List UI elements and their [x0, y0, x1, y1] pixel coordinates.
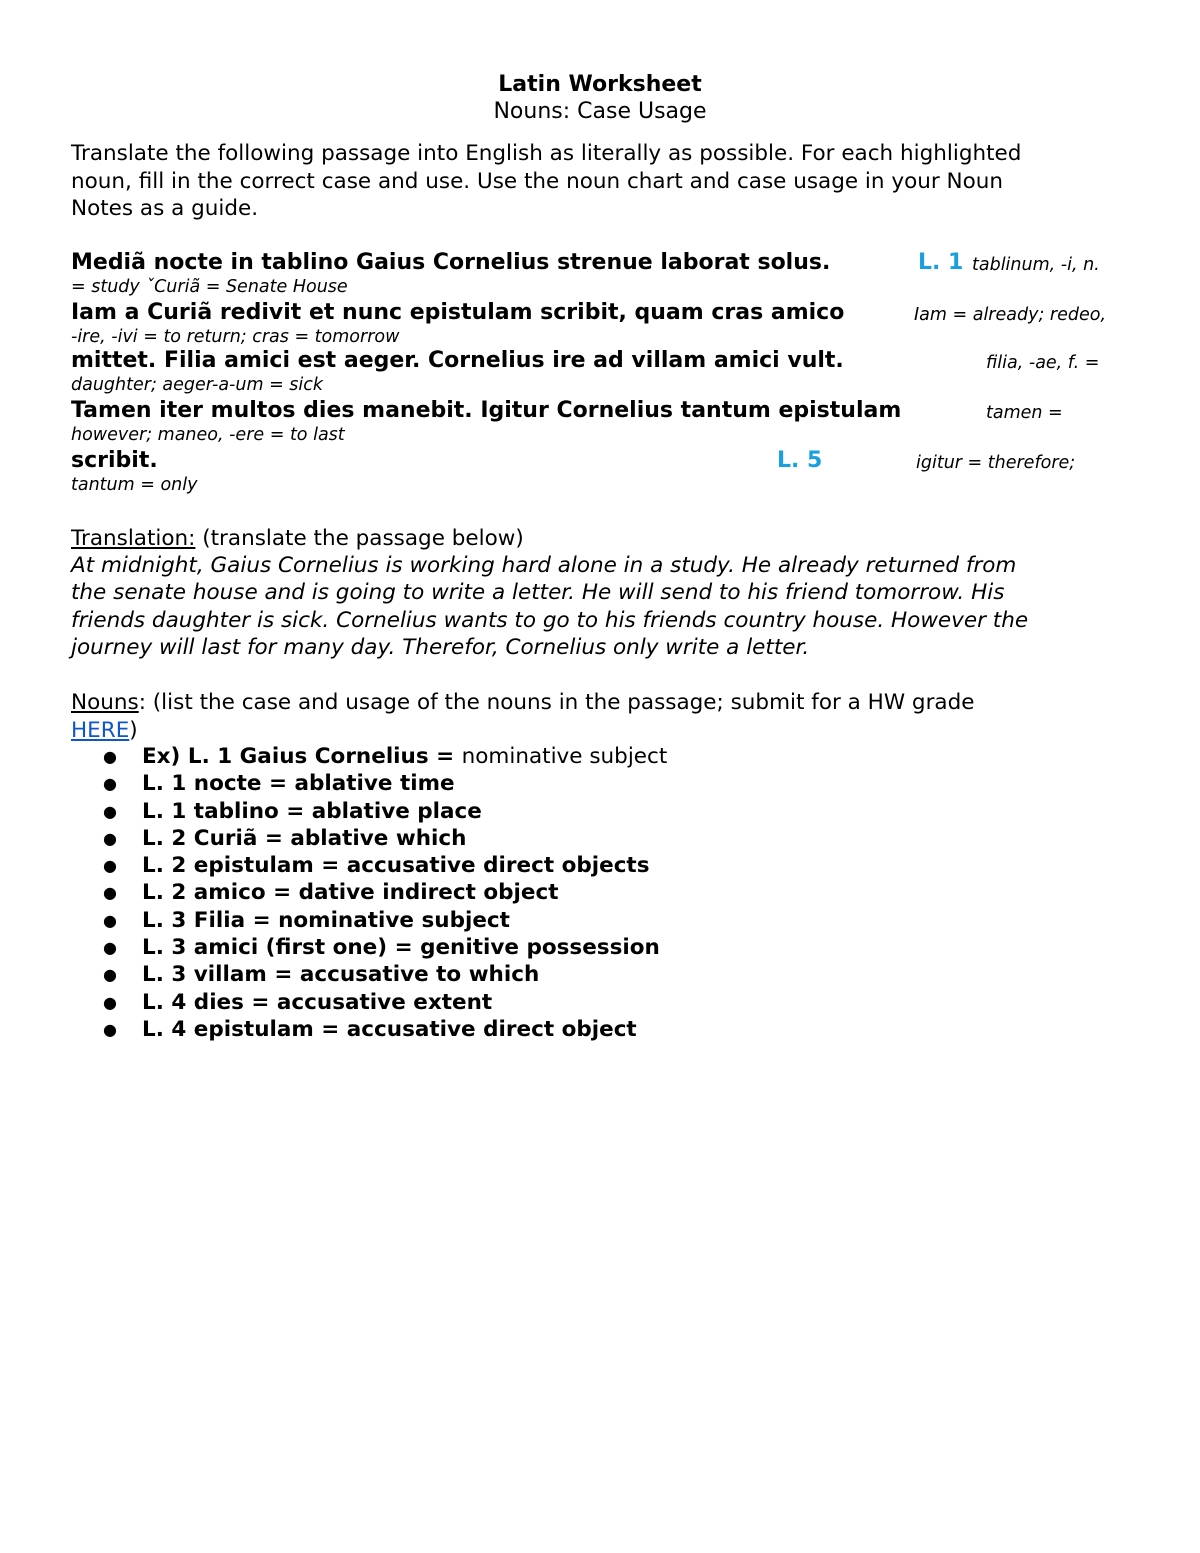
translation-line: journey will last for many day. Therefor, Cornelius only write a letter. — [71, 634, 810, 660]
list-item — [103, 743, 667, 770]
nouns-close-paren: ) — [129, 717, 138, 743]
instructions — [71, 140, 1131, 223]
page-title: Latin Worksheet — [498, 72, 702, 97]
example-bold: Ex) L. 1 Gaius Cornelius = — [142, 744, 462, 769]
translation-line: At midnight, Gaius Cornelius is working hard alone in a study. He already returned from — [71, 553, 1017, 578]
translation-text — [71, 552, 1141, 661]
noun-entry: L. 4 epistulam = accusative direct object — [142, 1016, 637, 1042]
list-item — [103, 1016, 667, 1043]
latin-line-5: scribit. — [71, 448, 158, 473]
bullet-icon: ● — [103, 1019, 117, 1039]
bullet-icon: ● — [103, 965, 117, 985]
instructions-line: noun, fill in the correct case and use. Use the noun chart and case usage in your Noun — [71, 168, 1004, 194]
bullet-icon: ● — [103, 774, 117, 794]
translation-label: Translation: — [71, 526, 196, 551]
nouns-intro: : (list the case and usage of the nouns in the passage; submit for a HW grade — [138, 690, 975, 715]
list-item — [103, 798, 667, 825]
translation-heading — [71, 525, 524, 552]
noun-entry: L. 2 epistulam = accusative direct objects — [142, 853, 650, 879]
noun-entry: L. 1 nocte = ablative time — [142, 771, 455, 797]
list-item — [103, 879, 667, 906]
latin-line-4: Tamen iter multos dies manebit. Igitur Cornelius tantum epistulam — [71, 398, 902, 423]
gloss-1b: = study ˇCuriã = Senate House — [71, 277, 348, 297]
bullet-icon: ● — [103, 747, 117, 766]
gloss-2b: -ire, -ivi = to return; cras = tomorrow — [71, 327, 400, 347]
noun-entry: L. 2 Curiã = ablative which — [142, 825, 467, 851]
instructions-line: Notes as a guide. — [71, 196, 259, 221]
gloss-4a: tamen = — [986, 403, 1063, 423]
list-item — [103, 770, 667, 797]
list-item — [103, 961, 667, 988]
gloss-1a: tablinum, -i, n. — [972, 255, 1100, 275]
example-normal: nominative subject — [461, 744, 668, 769]
noun-entry: L. 1 tablino = ablative place — [142, 798, 482, 824]
gloss-2a: Iam = already; redeo, — [914, 305, 1107, 325]
noun-list — [103, 743, 667, 1043]
line-marker-l1: L. 1 — [918, 250, 964, 275]
list-item — [103, 852, 667, 879]
gloss-5b: tantum = only — [71, 475, 198, 495]
bullet-icon: ● — [103, 883, 117, 903]
nouns-label: Nouns — [71, 690, 139, 715]
bullet-icon: ● — [103, 992, 117, 1012]
noun-entry: L. 3 Filia = nominative subject — [142, 907, 510, 933]
gloss-5a: igitur = therefore; — [916, 453, 1076, 473]
bullet-icon: ● — [103, 856, 117, 876]
translation-line: the senate house and is going to write a letter. He will send to his friend tomorrow. His — [71, 580, 1005, 606]
latin-line-3: mittet. Filia amici est aeger. Cornelius ire ad villam amici vult. — [71, 348, 844, 373]
latin-line-2: Iam a Curiã redivit et nunc epistulam scribit, quam cras amico — [71, 300, 845, 325]
bullet-icon: ● — [103, 910, 117, 930]
noun-entry: L. 3 amici (first one) = genitive possession — [142, 935, 660, 961]
noun-entry: L. 2 amico = dative indirect object — [142, 880, 559, 906]
noun-entry: L. 4 dies = accusative extent — [142, 989, 493, 1015]
latin-line-1: Mediã nocte in tablino Gaius Cornelius strenue laborat solus. — [71, 250, 831, 275]
list-item — [103, 907, 667, 934]
list-item — [103, 989, 667, 1016]
list-item — [103, 934, 667, 961]
noun-entry: L. 3 villam = accusative to which — [142, 962, 540, 988]
list-item — [103, 825, 667, 852]
gloss-3a: filia, -ae, f. = — [986, 353, 1100, 373]
gloss-3b: daughter; aeger-a-um = sick — [71, 375, 324, 395]
instructions-line: Translate the following passage into English as literally as possible. For each highlighted — [71, 141, 1022, 166]
gloss-4b: however; maneo, -ere = to last — [71, 425, 345, 445]
here-link[interactable]: HERE — [71, 717, 130, 743]
bullet-icon: ● — [103, 828, 117, 848]
bullet-icon: ● — [103, 938, 117, 958]
translation-note: (translate the passage below) — [195, 526, 524, 551]
page-subtitle: Nouns: Case Usage — [493, 99, 707, 124]
bullet-icon: ● — [103, 801, 117, 821]
translation-line: friends daughter is sick. Cornelius wants to go to his friends country house. However the — [71, 607, 1029, 633]
line-marker-l5: L. 5 — [777, 448, 823, 473]
nouns-heading — [71, 689, 1131, 744]
